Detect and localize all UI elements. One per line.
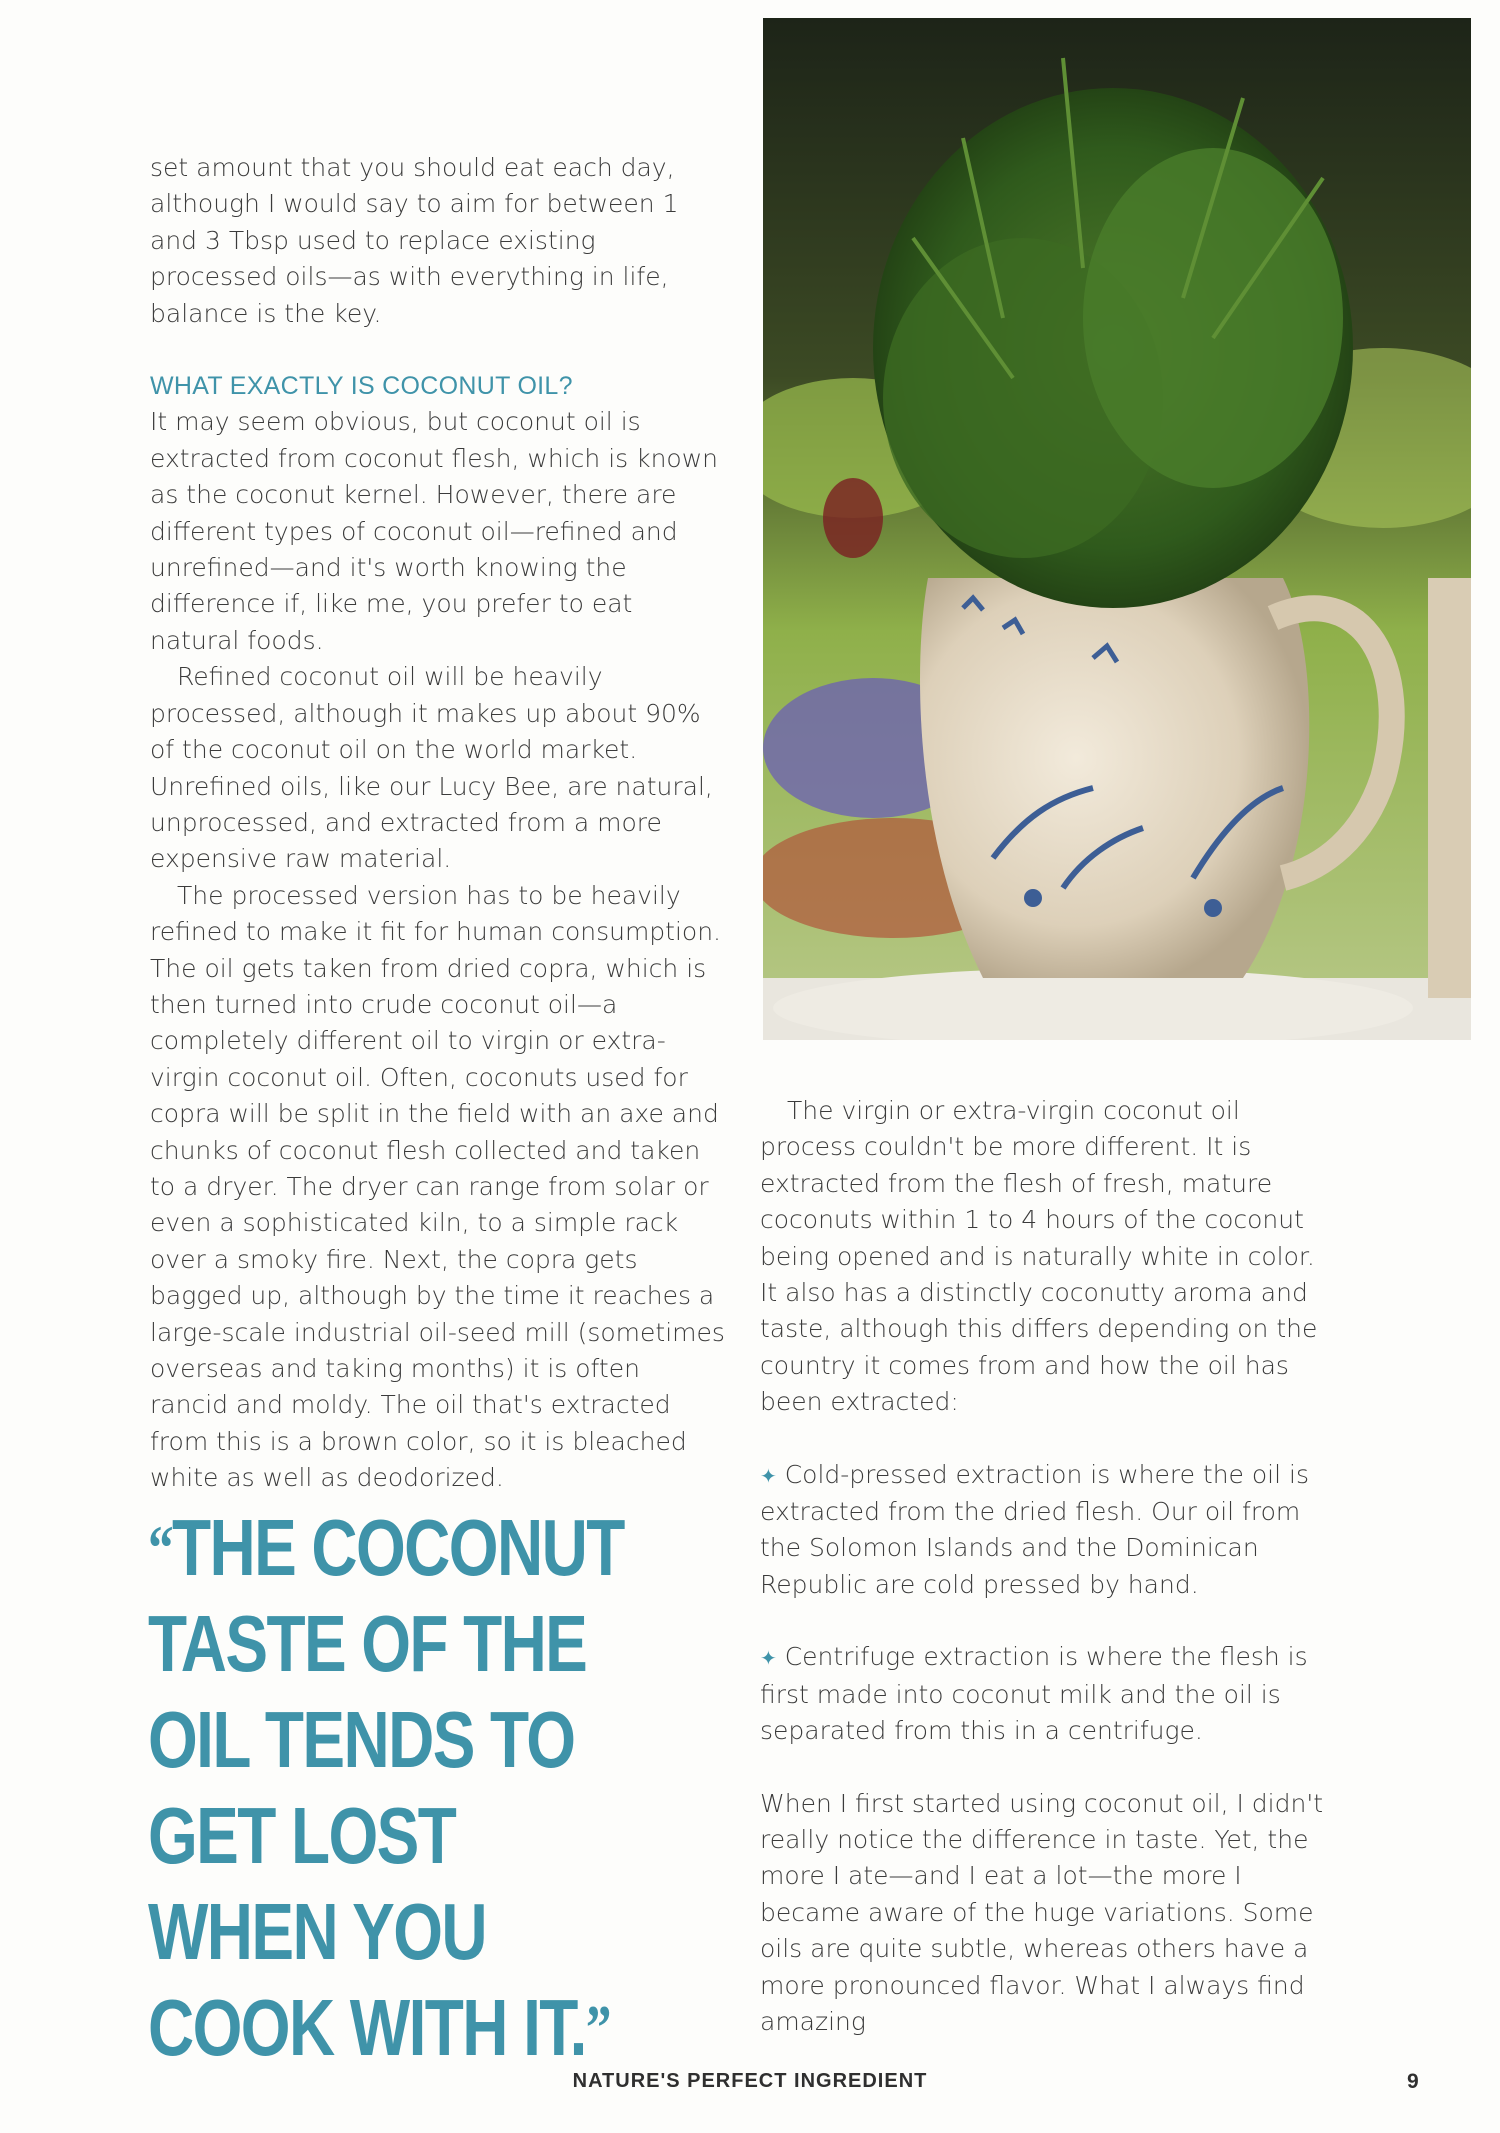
bullet-star-icon: ✦ [760,1463,777,1488]
bullet-text-2: Centrifuge extraction is where the flesh is first made into coconut milk and the oil is separated from this in a centrifuge. [760,1642,1308,1746]
body-paragraph-2: Refined coconut oil will be heavily processed, although it makes up about 90% of the coconut oil on the world market. Unrefined oils, like our Lucy Bee, are natural, unprocessed, and extracted from a more expensive raw material. [150,662,713,874]
bullet-star-icon: ✦ [760,1646,777,1671]
section-heading: WHAT EXACTLY IS COCONUT OIL? [150,372,573,401]
page-number: 9 [1407,2070,1419,2093]
intro-paragraph: set amount that you should eat each day, although I would say to aim for between 1 and 3 Tbsp used to replace existing processed oils—as with everything in life, balance is the key. [150,153,679,328]
right-paragraph-2: When I first started using coconut oil, I didn't really notice the difference in taste. Yet, the more I ate—and I eat a lot—the more I became aware of the huge variations. Some oils are quite subtle, whereas others have a more pronounced flavor. What I always find amazing [760,1788,1324,2036]
pull-quote-text: THE COCONUT TASTE OF THE OIL TENDS TO GET LOST WHEN YOU COOK WITH IT. [148,1503,624,2072]
left-text-column [150,150,725,1497]
bullet-item-1 [760,1457,1335,1604]
body-paragraph-1: It may seem obvious, but coconut oil is extracted from coconut flesh, which is known as the coconut kernel. However, there are different types of coconut oil—refined and unrefined—and it's worth knowing the difference if, like me, you prefer to eat natural foods. [150,407,719,655]
body-paragraph-3: The processed version has to be heavily refined to make it fit for human consumption. The oil gets taken from dried copra, which is then turned into crude coconut oil—a completely different oil to virgin or extra-virgin coconut oil. Often, coconuts used for copra will be split in the field with an axe and chunks of coconut flesh collected and taken to a dryer. The dryer can range from solar or even a sophisticated kiln, to a simple rack over a smoky fire. Next, the copra gets bagged up, although by the time it reaches a large-scale industrial oil-seed mill (sometimes overseas and taking months) it is often rancid and moldy. The oil that's extracted from this is a brown color, so it is bleached white as well as deodorized. [150,880,725,1493]
close-quote-mark: ” [585,1992,610,2063]
footer-book-title: NATURE'S PERFECT INGREDIENT [572,2070,928,2092]
right-text-column [760,1093,1335,2040]
bullet-item-2 [760,1639,1335,1749]
herb-pitcher-photo [763,18,1471,1040]
right-paragraph-1: The virgin or extra-virgin coconut oil process couldn't be more different. It is extracted from the flesh of fresh, mature coconuts within 1 to 4 hours of the coconut being opened and is naturally white in color. It also has a distinctly coconutty aroma and taste, although this differs depending on the country it comes from and how the oil has been extracted: [760,1096,1318,1417]
bullet-text-1: Cold-pressed extraction is where the oil is extracted from the dried flesh. Our oil from the Solomon Islands and the Dominican Republic are cold pressed by hand. [760,1459,1309,1599]
herb-pitcher-illustration [763,18,1471,1040]
open-quote-mark: “ [148,1512,172,1583]
pull-quote [148,1500,628,2076]
